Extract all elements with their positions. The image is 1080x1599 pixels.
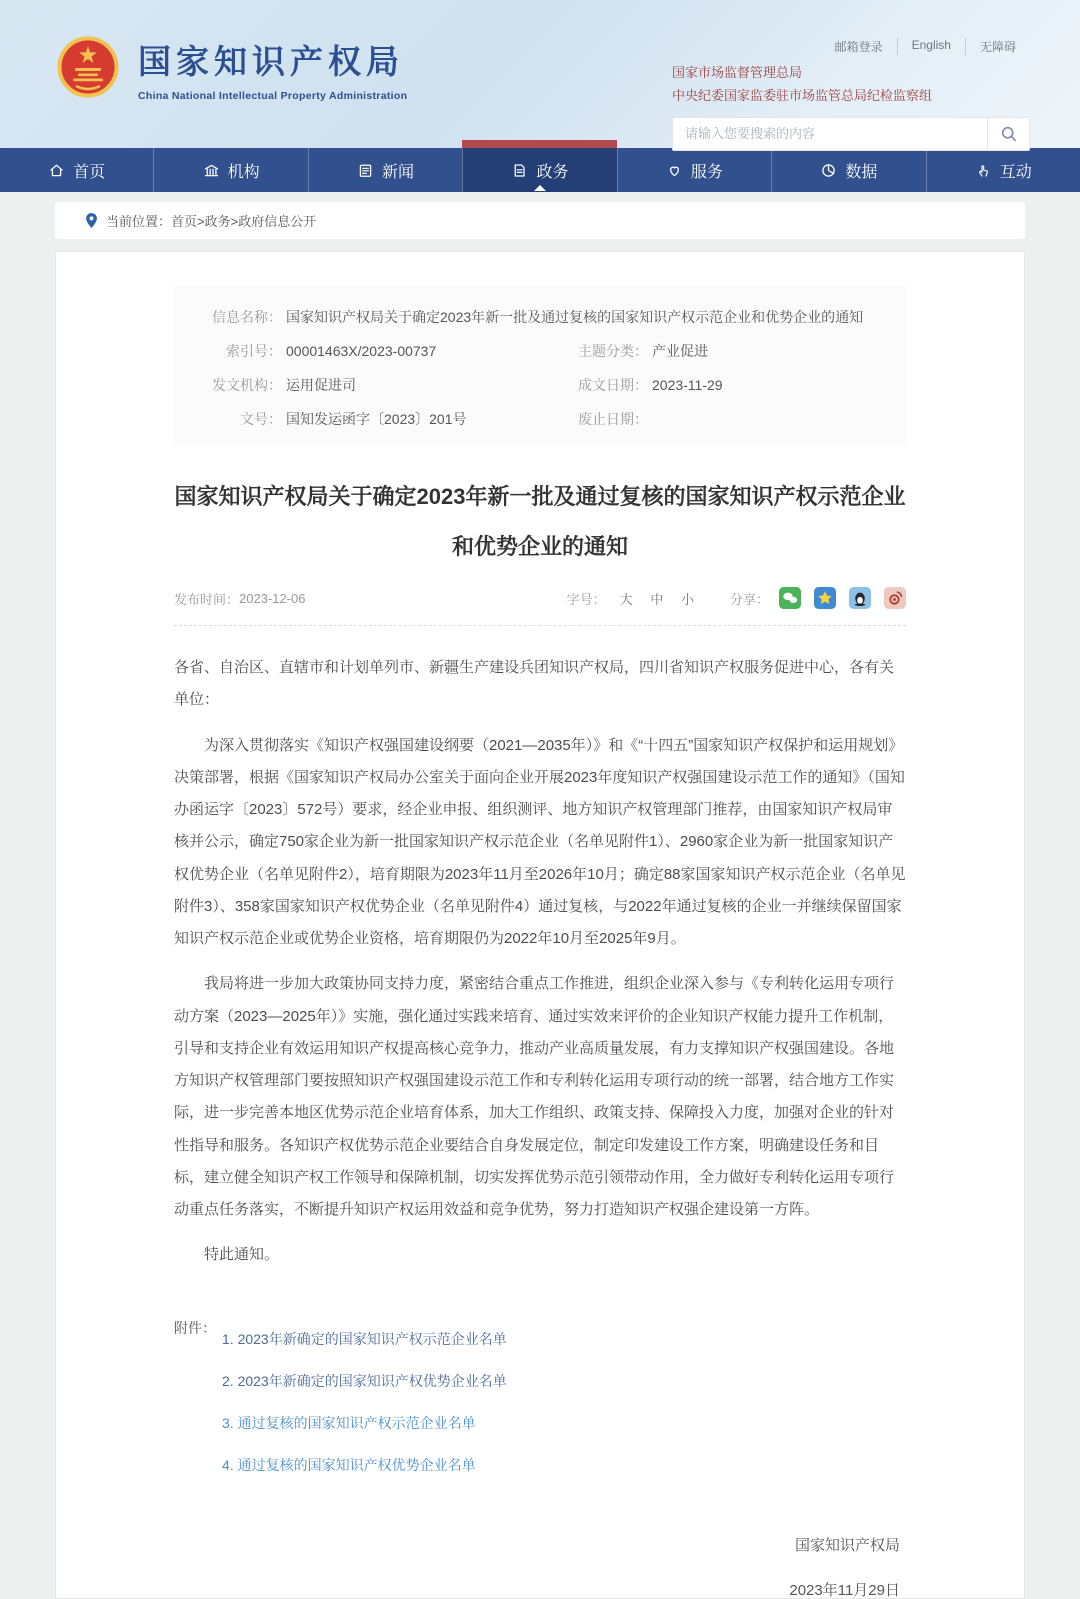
interact-icon [975,162,992,179]
nav-item-data[interactable] [771,148,925,192]
meta-issue-date-value: 2023-11-29 [652,377,723,393]
nav-label-interact: 互动 [999,163,1032,181]
data-icon [820,162,837,179]
qq-icon[interactable] [849,587,871,609]
font-size-medium-button[interactable]: 中 [650,591,664,607]
salutation: 各省、自治区、直辖市和计划单列市、新疆生产建设兵团知识产权局，四川省知识产权服务促进中心，各有关单位： [174,659,895,709]
nav-label-data: 数据 [845,163,878,181]
institution-icon [203,162,220,179]
service-icon [666,162,683,179]
attachment-link-3[interactable]: 3. 通过复核的国家知识产权示范企业名单 [222,1414,476,1431]
meta-issuer-value: 运用促进司 [286,377,356,393]
document-body [174,652,906,1272]
site-brand [56,34,407,104]
utility-links [821,38,1030,55]
meta-topic-value: 产业促进 [652,343,708,359]
meta-index-label: 索引号： [226,343,282,359]
meta-issuer-label: 发文机构： [212,377,282,393]
breadcrumb-label: 当前位置： [106,214,172,229]
main-nav [0,148,1080,192]
divider [174,625,906,626]
publish-row [174,587,906,609]
page-title: 国家知识产权局关于确定2023年新一批及通过复核的国家知识产权示范企业和优势企业的通知 [174,484,906,559]
related-link-discipline[interactable]: 中央纪委国家监委驻市场监管总局纪检监察组 [672,87,933,103]
paragraph-3: 特此通知。 [204,1246,280,1264]
font-size-small-button[interactable]: 小 [680,591,694,607]
meta-doc-no-label: 文号： [240,411,282,427]
content-panel [55,251,1025,1599]
nav-item-institution[interactable] [153,148,307,192]
meta-issue-date-label: 成文日期： [578,377,648,393]
meta-name-label: 信息名称： [212,309,282,325]
qzone-icon[interactable] [814,587,836,609]
national-emblem-icon [56,34,120,104]
nav-item-news[interactable] [308,148,462,192]
signature-date: 2023年11月29日 [789,1581,900,1599]
nav-label-home: 首页 [73,163,106,181]
nav-item-gov-affairs[interactable] [462,148,616,192]
publish-time-label: 发布时间： [174,591,240,607]
news-icon [357,162,374,179]
wechat-icon[interactable] [779,587,801,609]
gov-affairs-icon [511,162,528,179]
accessibility-link[interactable]: 无障碍 [965,38,1030,55]
meta-topic-label: 主题分类： [578,343,648,359]
signature-block [174,1538,906,1598]
location-pin-icon [85,212,98,229]
meta-doc-no-value: 国知发运函字〔2023〕201号 [286,411,467,427]
publish-date: 2023-12-06 [239,590,306,606]
attachments [174,1318,906,1486]
paragraph-1: 为深入贯彻落实《知识产权强国建设纲要（2021—2035年）》和《“十四五”国家知识产权保护和运用规划》决策部署，根据《国家知识产权局办公室关于面向企业开展2023年度知识产权强国建设示范工作的通知》（国知办函运字〔2023〕572号）要求，经企业申报、组织测评、地方知识产权管理部门推荐，由国家知识产权局审核并公示，确定750家企业为新一批国家知识产权示范企业（名单见附件1）、2960家企业为新一批国家知识产权优势企业（名单见附件2），培育期限为2023年11月至2026年10月；确定88家国家知识产权示范企业（名单见附件3）、358家国家知识产权优势企业（名单见附件4）通过复核，与2022年通过复核的企业一并继续保留国家知识产权示范企业或优势企业资格，培育期限仍为2022年10月至2025年9月。 [174,736,906,947]
english-link[interactable]: English [897,38,965,55]
related-link-samr[interactable]: 国家市场监督管理总局 [672,65,803,80]
breadcrumb [55,202,1025,239]
share-label: 分享： [729,591,769,607]
site-title-en: China National Intellectual Property Administration [138,90,408,102]
meta-repeal-value [648,402,652,436]
meta-name-value: 国家知识产权局关于确定2023年新一批及通过复核的国家知识产权示范企业和优势企业的通知 [286,309,864,325]
mail-login-link[interactable]: 邮箱登录 [834,40,883,54]
nav-item-service[interactable] [617,148,771,192]
search-bar [672,117,1030,151]
attachments-label: 附件： [174,1319,216,1336]
meta-index-value: 00001463X/2023-00737 [286,343,437,359]
nav-label-service: 服务 [690,163,723,181]
nav-label-institution: 机构 [227,163,260,181]
site-title-cn: 国家知识产权局 [138,43,404,80]
nav-label-news: 新闻 [382,163,415,181]
related-links [672,62,1030,108]
font-size-label: 字号： [566,591,606,607]
paragraph-2: 我局将进一步加大政策协同支持力度，紧密结合重点工作推进，组织企业深入参与《专利转化运用专项行动方案（2023—2025年）》实施，强化通过实践来培育、通过实效来评价的企业知识产权能力提升工作机制，引导和支持企业有效运用知识产权提高核心竞争力，推动产业高质量发展，有力支撑知识产权强国建设。各地方知识产权管理部门要按照知识产权强国建设示范工作和专利转化运用专项行动的统一部署，结合地方工作实际，进一步完善本地区优势示范企业培育体系，加大工作组织、政策支持、保障投入力度，加强对企业的针对性指导和服务。各知识产权优势示范企业要结合自身发展定位，制定印发建设工作方案，明确建设任务和目标，建立健全知识产权工作领导和保障机制，切实发挥优势示范引领带动作用，全力做好专利转化运用专项行动重点任务落实，不断提升知识产权运用效益和竞争优势，努力打造知识产权强企建设第一方阵。 [174,975,895,1218]
nav-item-interact[interactable] [926,148,1080,192]
document-meta [174,286,906,446]
site-header [0,0,1080,148]
nav-item-home[interactable] [0,148,153,192]
attachment-link-1[interactable]: 1. 2023年新确定的国家知识产权示范企业名单 [222,1330,507,1347]
nav-label-gov-affairs: 政务 [536,163,569,181]
attachment-link-4[interactable]: 4. 通过复核的国家知识产权优势企业名单 [222,1456,476,1473]
home-icon [48,162,65,179]
search-input[interactable] [673,126,987,141]
search-button[interactable] [987,118,1029,150]
signature-org: 国家知识产权局 [794,1536,900,1554]
weibo-icon[interactable] [884,587,906,609]
search-icon [1000,125,1018,143]
meta-repeal-label: 废止日期： [578,411,648,427]
font-size-large-button[interactable]: 大 [619,591,633,607]
attachment-link-2[interactable]: 2. 2023年新确定的国家知识产权优势企业名单 [222,1372,507,1389]
breadcrumb-path[interactable]: 首页>政务>政府信息公开 [171,214,317,229]
